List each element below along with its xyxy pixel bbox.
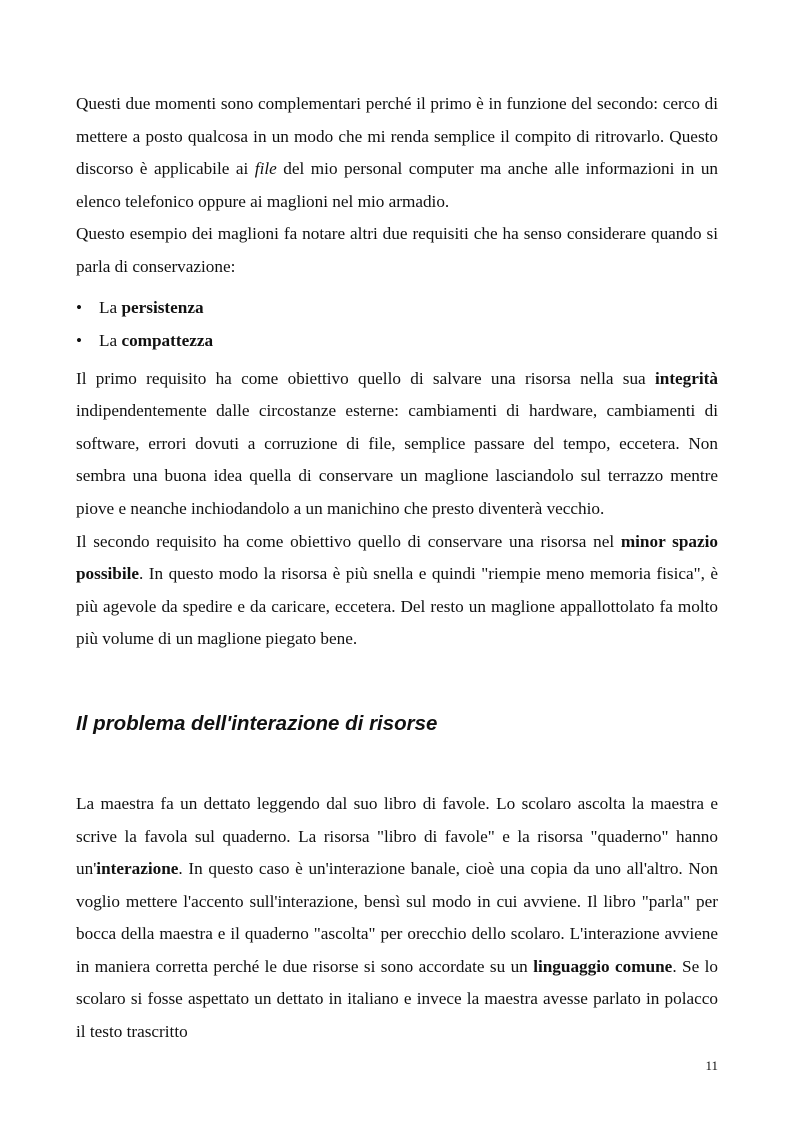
list-item (76, 291, 718, 324)
page-body (76, 88, 718, 1049)
list-item-term: compattezza (121, 330, 214, 350)
paragraph-5-text-a: La maestra fa un dettato leggendo dal suo libro di favole. Lo scolaro ascolta la maestra e scrive la favola sul quaderno. La risorsa "libro di favole" e la risorsa "quaderno" hanno un' (76, 793, 718, 879)
list-item-prefix: La (99, 330, 122, 350)
bullet-icon: • (76, 297, 83, 317)
paragraph-1-text-a: Questi due momenti sono complementari perché il primo è in funzione del secondo: cerco di mettere a posto qualcosa in un modo che mi renda semplice il compito di ritrovarlo. Questo discorso è applicabile ai (76, 94, 718, 179)
list-item-term: persistenza (121, 297, 204, 317)
list-item (76, 324, 718, 357)
paragraph-3 (76, 363, 718, 526)
paragraph-3-text-b: indipendentemente dalle circostanze esterne: cambiamenti di hardware, cambiamenti di software, errori dovuti a corruzione di file, semplice passare del tempo, eccetera. Non sembra una buona idea quella di conservare un maglione lasciandolo sul terrazzo mentre piove e neanche inchiodandolo a un manichino che presto diventerà vecchio. (76, 401, 718, 518)
paragraph-1 (76, 88, 718, 218)
paragraph-5-text-b: . In questo caso è un'interazione banale, cioè una copia da uno all'altro. Non voglio mettere l'accento sull'interazione, bensì sul modo in cui avviene. Il libro "parla" per bocca della maestra e il quaderno "ascolta" per orecchio dello scolaro. L'interazione avviene in maniera corretta perché le due risorse si sono accordate su un (76, 859, 718, 976)
page-number: 11 (705, 1058, 718, 1073)
paragraph-3-bold-integrita: integrità (654, 368, 718, 388)
paragraph-1-italic-file: file (254, 159, 277, 179)
paragraph-4-text-b: . In questo modo la risorsa è più snella e quindi "riempie meno memoria fisica", è più agevole da spedire e da caricare, eccetera. Del resto un maglione appallottolato fa molto più volume di un maglione piegato bene. (76, 564, 718, 649)
paragraph-4-text-a: Il secondo requisito ha come obiettivo quello di conservare una risorsa nel (76, 531, 621, 551)
paragraph-5-bold-linguaggio: linguaggio comune (533, 956, 673, 976)
list-item-prefix: La (99, 297, 122, 317)
paragraph-5-bold-interazione: interazione (96, 859, 179, 879)
paragraph-4 (76, 526, 718, 656)
paragraph-5 (76, 788, 718, 1049)
paragraph-5-text-c: . Se lo scolaro si fosse aspettato un dettato in italiano e invece la maestra avesse parlato in polacco il testo trascritto (76, 956, 718, 1042)
paragraph-1-text-b: del mio personal computer ma anche alle informazioni in un elenco telefonico oppure ai maglioni nel mio armadio. (76, 159, 719, 211)
requirements-list (76, 291, 718, 357)
paragraph-4-bold-minor-spazio: minor spazio possibile (76, 531, 718, 584)
paragraph-2: Questo esempio dei maglioni fa notare altri due requisiti che ha senso considerare quando si parla di conservazione: (76, 224, 718, 276)
bullet-icon: • (76, 330, 83, 350)
section-heading: Il problema dell'interazione di risorse (76, 711, 438, 735)
paragraph-3-text-a: Il primo requisito ha come obiettivo quello di salvare una risorsa nella sua (76, 368, 655, 388)
